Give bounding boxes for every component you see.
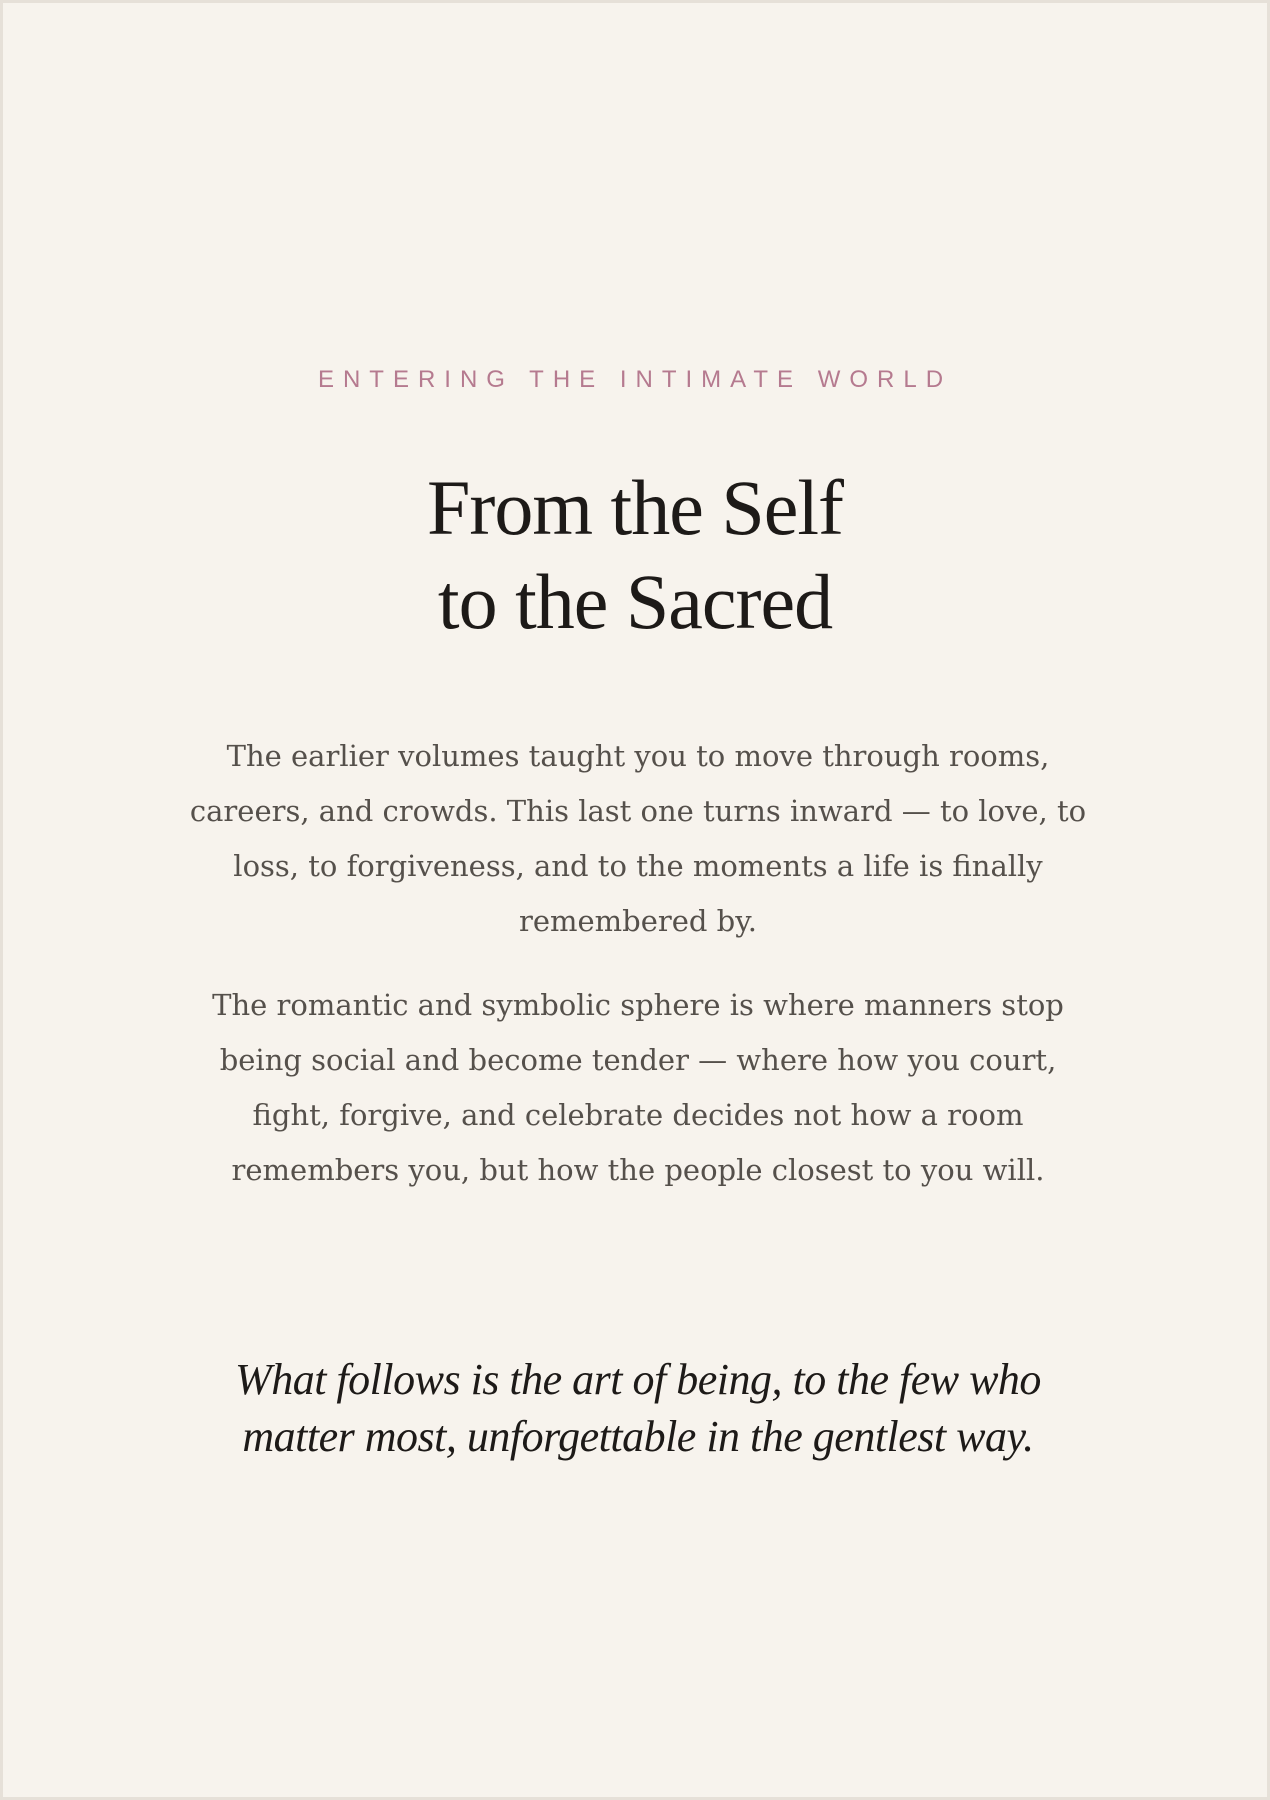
title-line-2: to the Sacred xyxy=(437,558,833,645)
closing-statement: What follows is the art of being, to the few who matter most, unforgettable in the gentlest way. xyxy=(235,1355,1041,1461)
intro-paragraph-2: The romantic and symbolic sphere is where manners stop being social and become tender — where how you court, fight, forgive, and celebrate decides not how a room remembers you, but how the people closest to you will. xyxy=(212,988,1064,1187)
intro-paragraph-1: The earlier volumes taught you to move through rooms, careers, and crowds. This last one turns inward — to love, to loss, to forgiveness, and to the moments a life is finally remembered by. xyxy=(189,739,1087,938)
title-line-1: From the Self xyxy=(427,464,843,551)
section-eyebrow: ENTERING THE INTIMATE WORLD xyxy=(317,366,953,393)
page-title xyxy=(3,461,1267,649)
